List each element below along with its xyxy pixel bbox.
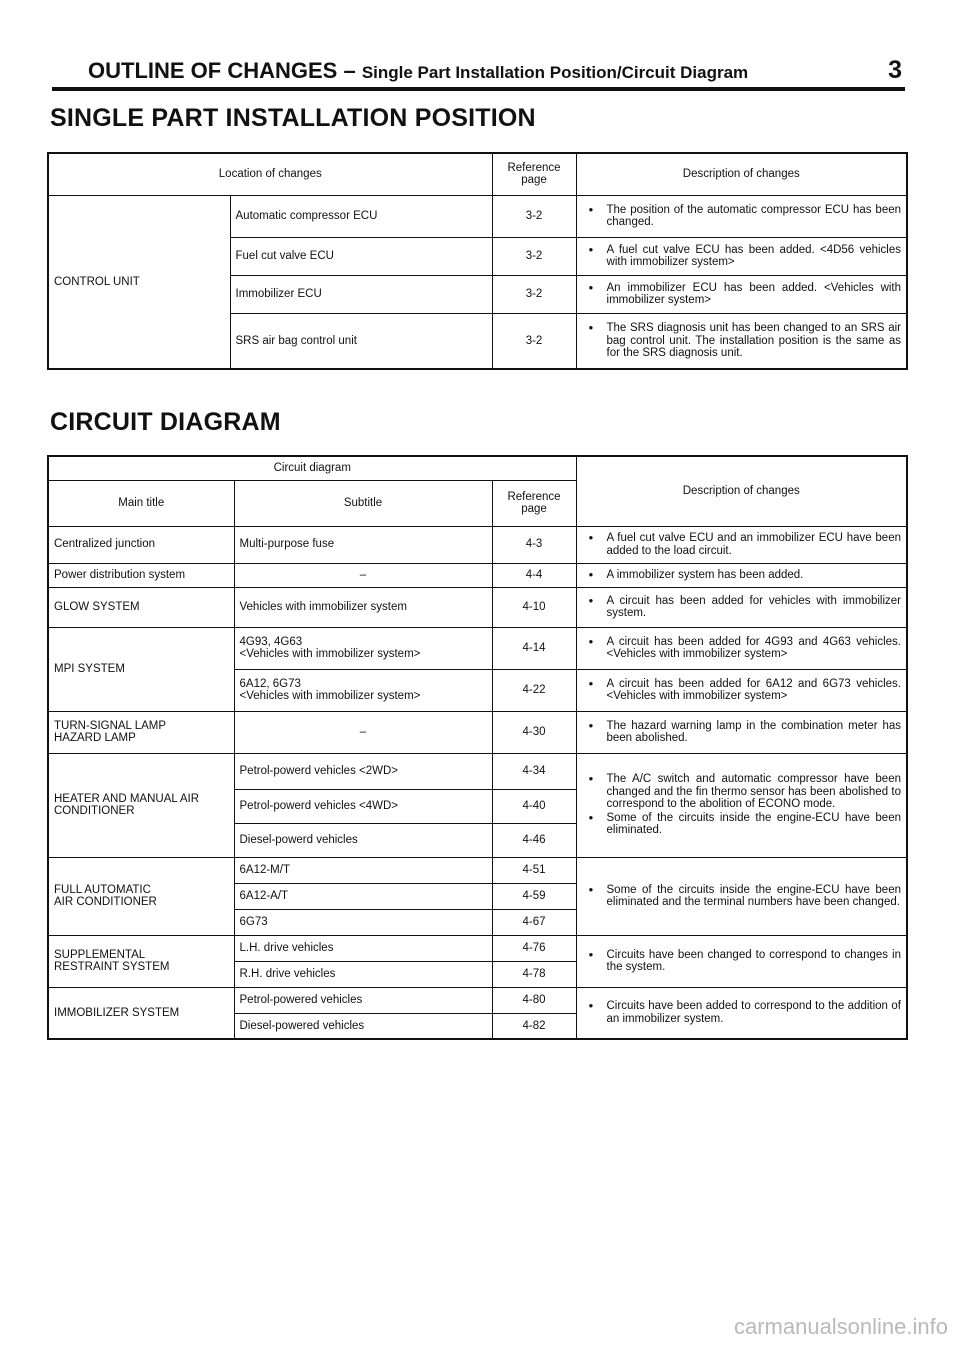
column-header-reference: Reference page [492,480,576,526]
table-row [48,587,907,627]
subtitle-line: 6A12, 6G73 [239,677,301,690]
header-title [88,58,748,84]
reference-cell: 4-76 [492,935,576,961]
main-title-cell: GLOW SYSTEM [48,587,234,627]
circuit-diagram-table [47,455,908,1040]
reference-cell: 4-10 [492,587,576,627]
main-title-line: SUPPLEMENTAL [54,948,146,961]
reference-cell: 4-80 [492,987,576,1013]
reference-cell: 3-2 [492,237,576,275]
reference-cell: 4-30 [492,711,576,753]
table-row [48,195,907,237]
main-title-cell: Power distribution system [48,563,234,587]
description-bullet: ● A circuit has been added for vehicles with immobilizer system. [582,595,902,620]
reference-cell: 4-67 [492,909,576,935]
description-bullet: ● A fuel cut valve ECU and an immobilizer ECU have been added to the load circuit. [582,532,902,557]
location-cell: Fuel cut valve ECU [230,237,492,275]
column-header-subtitle: Subtitle [234,480,492,526]
subtitle-line: 4G93, 4G63 [239,635,303,648]
reference-cell: 4-46 [492,823,576,857]
description-bullet: ● Circuits have been changed to correspond to changes in the system. [582,949,902,974]
subtitle-cell: 6A12-A/T [234,883,492,909]
reference-cell: 4-59 [492,883,576,909]
table-row [48,563,907,587]
table-row [48,753,907,789]
column-header-location: Location of changes [48,153,492,195]
header-title-separator: – [337,58,362,83]
subtitle-cell: Diesel-powerd vehicles [234,823,492,857]
reference-cell: 4-82 [492,1013,576,1039]
column-header-main-title: Main title [48,480,234,526]
main-title-cell: MPI SYSTEM [48,627,234,711]
description-bullet: ● The SRS diagnosis unit has been changed to an SRS air bag control unit. The installation position is the same as for the SRS diagnosis unit. [582,322,902,360]
row-group-label: CONTROL UNIT [48,195,230,369]
reference-cell: 4-51 [492,857,576,883]
subtitle-cell: Vehicles with immobilizer system [234,587,492,627]
description-bullet: ● The A/C switch and automatic compressor have been changed and the fin thermo sensor has been abolished to correspond to the abolition of ECONO mode. [582,773,902,811]
main-title-line: FULL AUTOMATIC [54,883,151,896]
description-bullet: ● The position of the automatic compressor ECU has been changed. [582,204,902,229]
description-bullet: ● The hazard warning lamp in the combination meter has been abolished. [582,720,902,745]
table-row [48,987,907,1013]
description-bullet: ● Some of the circuits inside the engine-ECU have been eliminated. [582,812,902,837]
subtitle-cell: 6G73 [234,909,492,935]
subtitle-cell: Petrol-powered vehicles [234,987,492,1013]
subtitle-cell: – [234,563,492,587]
table-row [48,857,907,883]
section-heading-circuit: CIRCUIT DIAGRAM [50,408,281,436]
subtitle-cell: 6A12-M/T [234,857,492,883]
column-header-description: Description of changes [576,153,907,195]
description-bullet: ● Some of the circuits inside the engine-ECU have been eliminated and the terminal numbers have been changed. [582,884,902,909]
page-header [88,58,902,88]
main-title-line: HAZARD LAMP [54,732,136,744]
reference-cell: 4-34 [492,753,576,789]
description-bullet: ● A immobilizer system has been added. [582,569,902,582]
column-header-reference: Reference page [492,153,576,195]
reference-cell: 3-2 [492,275,576,313]
location-cell: Automatic compressor ECU [230,195,492,237]
reference-cell: 3-2 [492,195,576,237]
header-title-main: OUTLINE OF CHANGES [88,58,338,83]
description-bullet: ● An immobilizer ECU has been added. <Vehicles with immobilizer system> [582,282,902,307]
reference-cell: 4-22 [492,669,576,711]
description-bullet: ● Circuits have been added to correspond to the addition of an immobilizer system. [582,1000,902,1025]
main-title-cell: Centralized junction [48,526,234,563]
main-title-line: AIR CONDITIONER [54,896,157,908]
header-rule [52,87,905,91]
subtitle-cell: Petrol-powerd vehicles <4WD> [234,789,492,823]
reference-cell: 4-78 [492,961,576,987]
single-part-table [47,152,908,370]
subtitle-cell: Diesel-powered vehicles [234,1013,492,1039]
reference-cell: 4-3 [492,526,576,563]
subtitle-cell: Multi-purpose fuse [234,526,492,563]
subtitle-cell: Petrol-powerd vehicles <2WD> [234,753,492,789]
column-header-description: Description of changes [576,456,907,526]
table-row [48,627,907,669]
location-cell: Immobilizer ECU [230,275,492,313]
subtitle-cell: – [234,711,492,753]
watermark: carmanualsonline.info [733,1314,948,1339]
table-row [48,935,907,961]
table-row [48,526,907,563]
main-title-cell: HEATER AND MANUAL AIR CONDITIONER [48,753,234,857]
reference-cell: 4-4 [492,563,576,587]
location-cell: SRS air bag control unit [230,313,492,369]
main-title-cell: IMMOBILIZER SYSTEM [48,987,234,1039]
header-title-sub: Single Part Installation Position/Circuit Diagram [361,63,749,82]
reference-cell: 3-2 [492,313,576,369]
column-header-circuit-diagram: Circuit diagram [48,456,576,480]
table-row [48,711,907,753]
description-bullet: ● A circuit has been added for 4G93 and 4G63 vehicles. <Vehicles with immobilizer system> [582,636,902,661]
subtitle-cell: L.H. drive vehicles [234,935,492,961]
subtitle-line: <Vehicles with immobilizer system> [239,648,421,660]
description-bullet: ● A fuel cut valve ECU has been added. <4D56 vehicles with immobilizer system> [582,244,902,269]
section-heading-single-part: SINGLE PART INSTALLATION POSITION [50,104,536,132]
subtitle-cell: R.H. drive vehicles [234,961,492,987]
page-number: 3 [888,56,902,84]
reference-cell: 4-14 [492,627,576,669]
subtitle-line: <Vehicles with immobilizer system> [239,690,421,702]
main-title-line: RESTRAINT SYSTEM [54,961,170,973]
main-title-line: TURN-SIGNAL LAMP [54,719,167,732]
description-bullet: ● A circuit has been added for 6A12 and 6G73 vehicles. <Vehicles with immobilizer system> [582,678,902,703]
reference-cell: 4-40 [492,789,576,823]
